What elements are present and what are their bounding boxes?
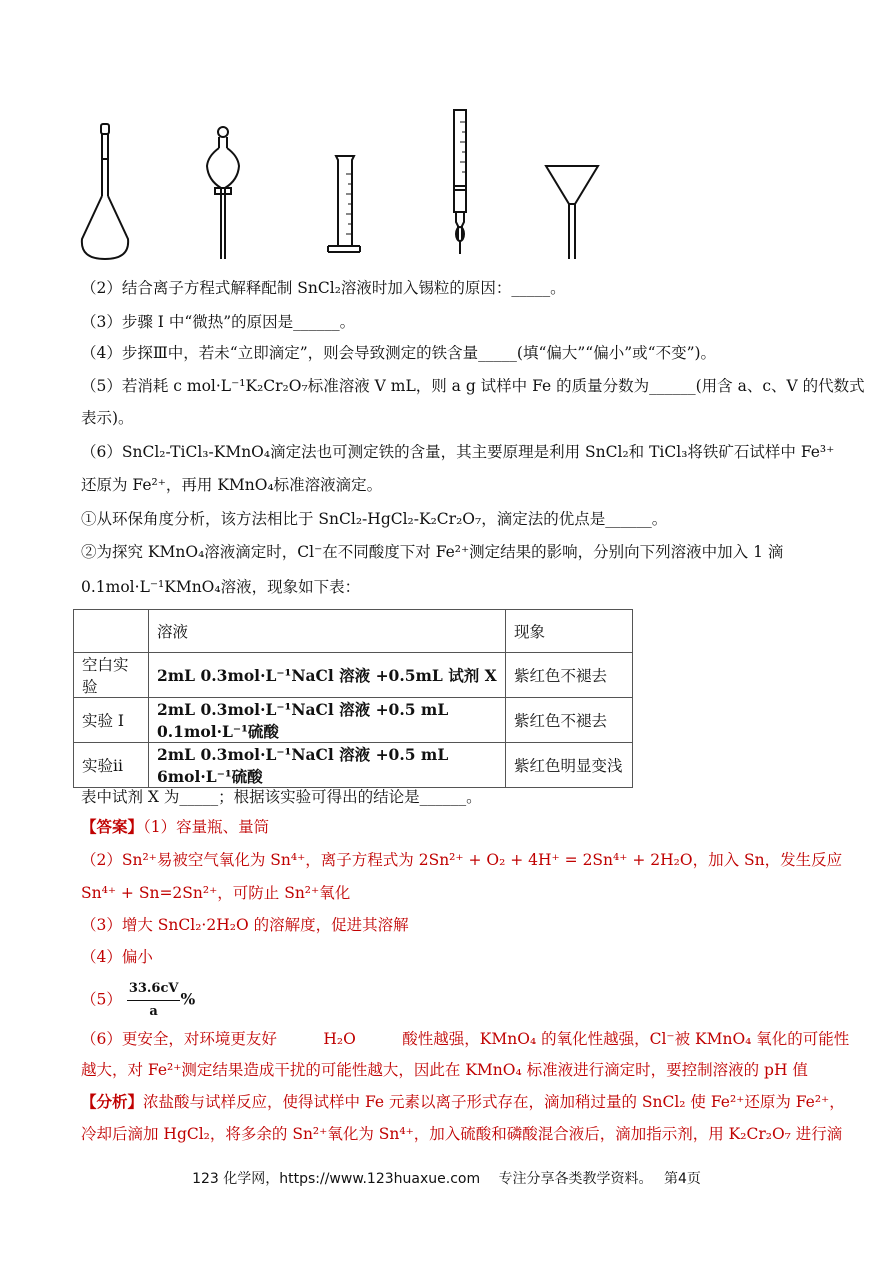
table-header-cell: 现象	[506, 610, 633, 653]
table-row	[74, 698, 633, 743]
table-cell: 紫红色不褪去	[506, 653, 633, 698]
table-header-cell	[74, 610, 149, 653]
answer-1: （1）容量瓶、量筒	[143, 818, 270, 836]
question-5-line2: 表示)。	[81, 409, 134, 427]
table-header-cell: 溶液	[149, 610, 506, 653]
table-cell: 2mL 0.3mol·L⁻¹NaCl 溶液 +0.5 mL 6mol·L⁻¹硫酸	[149, 743, 506, 788]
table-cell: 2mL 0.3mol·L⁻¹NaCl 溶液 +0.5 mL 0.1mol·L⁻¹硫酸	[149, 698, 506, 743]
answer-2-line1: （2）Sn²⁺易被空气氧化为 Sn⁴⁺，离子方程式为 2Sn²⁺ + O₂ + 4H⁺ = 2Sn⁴⁺ + 2H₂O，加入 Sn，发生反应	[81, 851, 843, 869]
table-cell: 实验ii	[74, 743, 149, 788]
table-row	[74, 653, 633, 698]
question-6-part1: ①从环保角度分析，该方法相比于 SnCl₂-HgCl₂-K₂Cr₂O₇，滴定法的优点是______。	[81, 510, 668, 528]
experiment-table	[73, 609, 633, 788]
page-footer: 123 化学网，https://www.123huaxue.com 专注分享各类教学资料。 第4页	[192, 1171, 701, 1187]
separatory-funnel-icon	[207, 127, 239, 259]
question-6-part2-line3: 表中试剂 X 为_____；根据该实验可得出的结论是______。	[81, 788, 482, 806]
question-6-line2: 还原为 Fe²⁺，再用 KMnO₄标准溶液滴定。	[81, 476, 383, 494]
burette-icon	[454, 110, 466, 254]
answer-6-line1: （6）更安全，对环境更友好 H₂O 酸性越强，KMnO₄ 的氧化性越强，Cl⁻被 KMnO₄ 氧化的可能性	[81, 1030, 850, 1048]
answer-5-prefix: （5）	[81, 990, 122, 1009]
answer-line-1	[81, 816, 821, 838]
analysis-tag: 【分析】	[81, 1092, 144, 1111]
question-6-line1: （6）SnCl₂-TiCl₃-KMnO₄滴定法也可测定铁的含量，其主要原理是利用 SnCl₂和 TiCl₃将铁矿石试样中 Fe³⁺	[81, 443, 835, 461]
answer-5-suffix: %	[180, 989, 196, 1009]
fraction-denominator: a	[149, 1004, 158, 1019]
table-header-row	[74, 610, 633, 653]
table-cell: 实验 I	[74, 698, 149, 743]
question-3: （3）步骤 I 中“微热”的原因是______。	[81, 313, 356, 331]
answer-tag: 【答案】	[81, 817, 144, 836]
question-4: （4）步探Ⅲ中，若未“立即滴定”，则会导致测定的铁含量_____(填“偏大”“偏小”或“不变”)。	[81, 344, 717, 362]
question-2: （2）结合离子方程式解释配制 SnCl₂溶液时加入锡粒的原因：_____。	[81, 279, 566, 297]
question-5-line1: （5）若消耗 c mol·L⁻¹K₂Cr₂O₇标准溶液 V mL，则 a g 试样中 Fe 的质量分数为______(用含 a、c、V 的代数式	[81, 377, 865, 395]
table-cell: 紫红色不褪去	[506, 698, 633, 743]
table-row	[74, 743, 633, 788]
table-cell: 紫红色明显变浅	[506, 743, 633, 788]
table-cell: 2mL 0.3mol·L⁻¹NaCl 溶液 +0.5mL 试剂 X	[149, 653, 506, 698]
question-6-part2-line2: 0.1mol·L⁻¹KMnO₄溶液，现象如下表：	[81, 578, 361, 596]
analysis-line-2: 冷却后滴加 HgCl₂，将多余的 Sn²⁺氧化为 Sn⁴⁺，加入硫酸和磷酸混合液后，滴加指示剂，用 K₂Cr₂O₇ 进行滴	[81, 1125, 843, 1143]
answer-2-line2: Sn⁴⁺ + Sn=2Sn²⁺，可防止 Sn²⁺氧化	[81, 884, 351, 902]
answer-3: （3）增大 SnCl₂·2H₂O 的溶解度，促进其溶解	[81, 916, 409, 934]
fraction-numerator: 33.6cV	[127, 978, 181, 1001]
answer-4: （4）偏小	[81, 948, 153, 966]
table-cell: 空白实验	[74, 653, 149, 698]
analysis-line-1	[81, 1091, 845, 1113]
analysis-text-1: 浓盐酸与试样反应，使得试样中 Fe 元素以离子形式存在，滴加稍过量的 SnCl₂ 使 Fe²⁺还原为 Fe²⁺，	[143, 1093, 845, 1111]
answer-5	[81, 978, 821, 1018]
question-6-part2-line1: ②为探究 KMnO₄溶液滴定时，Cl⁻在不同酸度下对 Fe²⁺测定结果的影响，分别向下列溶液中加入 1 滴	[81, 543, 784, 561]
volumetric-flask-icon	[82, 124, 128, 259]
graduated-cylinder-icon	[328, 156, 360, 252]
answer-5-fraction	[127, 978, 181, 1023]
funnel-icon	[546, 166, 598, 259]
lab-apparatus-figure	[70, 104, 630, 264]
answer-6-line2: 越大，对 Fe²⁺测定结果造成干扰的可能性越大，因此在 KMnO₄ 标准液进行滴定时，要控制溶液的 pH 值	[81, 1061, 808, 1079]
